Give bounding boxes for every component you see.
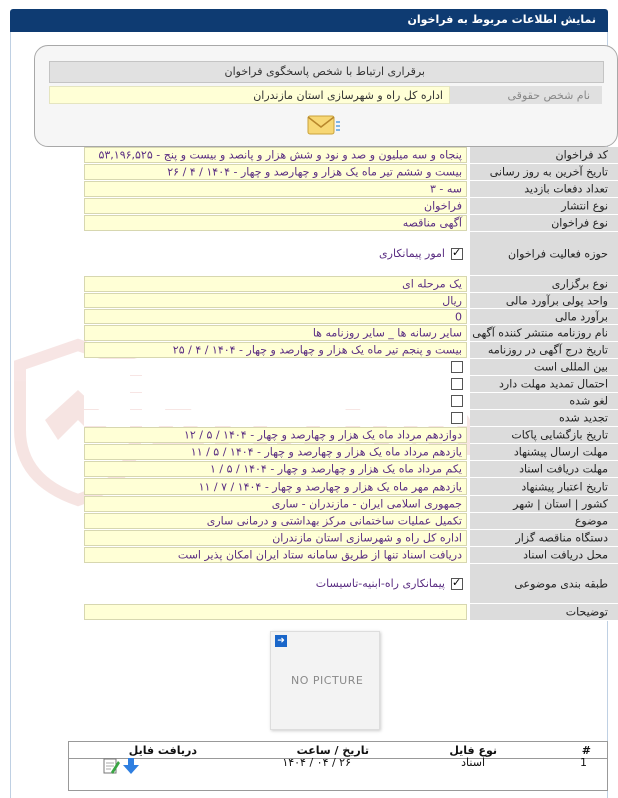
detail-row	[84, 427, 618, 444]
detail-label: حوزه فعالیت فراخوان	[470, 232, 618, 276]
detail-row	[84, 215, 618, 232]
detail-value: ۱۱ / ۷ / ۱۴۰۴ - یازدهم مهر ماه یک هزار و چهارصد و چهار	[84, 478, 467, 495]
detail-row	[84, 547, 618, 564]
detail-value: ۲۶ / ۴ / ۱۴۰۴ - بیست و ششم تیر ماه یک هزار و چهارصد و چهار	[84, 164, 467, 180]
detail-value: ۱۲ / ۵ / ۱۴۰۴ - دوازدهم مرداد ماه یک هزار و چهارصد و چهار	[84, 427, 467, 443]
detail-label: نوع برگزاری	[470, 276, 618, 293]
detail-label: بین المللی است	[470, 359, 618, 376]
col-date: تاریخ / ساعت	[296, 744, 369, 757]
window-title: نمایش اطلاعات مربوط به فراخوان	[407, 13, 596, 26]
detail-row	[84, 293, 618, 309]
detail-value: جمهوری اسلامی ایران - مازندران - ساری	[84, 496, 467, 512]
window-title-bar	[10, 9, 608, 32]
detail-label: کشور | استان | شهر	[470, 496, 618, 513]
detail-checkbox-field	[84, 410, 467, 426]
detail-label: کد فراخوان	[470, 147, 618, 164]
frame-border-left	[10, 32, 11, 798]
detail-checkbox-field	[84, 359, 467, 375]
detail-row	[84, 325, 618, 342]
detail-row	[84, 276, 618, 293]
detail-row	[84, 530, 618, 547]
detail-row	[84, 564, 618, 604]
checkbox-label: پیمانکاری راه-ابنیه-تاسیسات	[315, 577, 445, 590]
detail-row	[84, 410, 618, 427]
detail-row	[84, 513, 618, 530]
detail-row	[84, 232, 618, 276]
detail-checkbox-field	[84, 564, 467, 603]
detail-value: سایر رسانه ها _ سایر روزنامه ها	[84, 325, 467, 341]
detail-value: 0	[84, 309, 467, 324]
file-index: 1	[580, 756, 587, 769]
link-arrow-icon: ➜	[275, 635, 287, 647]
download-arrow-icon[interactable]	[121, 757, 141, 775]
detail-label: تعداد دفعات بازدید	[470, 181, 618, 198]
detail-row	[84, 444, 618, 461]
file-date: ۱۴۰۴ / ۰۴ / ۲۶	[282, 756, 351, 769]
col-download: دریافت فایل	[128, 744, 197, 757]
files-table	[68, 741, 608, 791]
detail-label: مهلت ارسال پیشنهاد	[470, 444, 618, 461]
detail-label: طبقه بندی موضوعی	[470, 564, 618, 604]
detail-value	[84, 604, 467, 620]
detail-label: احتمال تمدید مهلت دارد	[470, 376, 618, 393]
col-index: #	[581, 744, 591, 757]
detail-value: ۱۱ / ۵ / ۱۴۰۴ - یازدهم مرداد ماه یک هزار و چهارصد و چهار	[84, 444, 467, 460]
detail-label: تاریخ اعتبار پیشنهاد	[470, 478, 618, 496]
detail-value: تکمیل عملیات ساختمانی مرکز بهداشتی و درمانی ساری	[84, 513, 467, 529]
detail-checkbox-field	[84, 393, 467, 409]
contact-header: برقراری ارتباط با شخص پاسخگوی فراخوان	[49, 61, 604, 83]
checkbox[interactable]	[451, 361, 463, 373]
checkbox[interactable]	[451, 412, 463, 424]
detail-value: ریال	[84, 293, 467, 308]
detail-label: نام روزنامه منتشر کننده آگهی	[470, 325, 618, 342]
checkbox[interactable]	[451, 395, 463, 407]
detail-label: تاریخ بازگشایی پاکات	[470, 427, 618, 444]
detail-label: توضیحات	[470, 604, 618, 621]
detail-row	[84, 309, 618, 325]
detail-row	[84, 496, 618, 513]
detail-row	[84, 393, 618, 410]
detail-row	[84, 181, 618, 198]
detail-label: دستگاه مناقصه گزار	[470, 530, 618, 547]
detail-row	[84, 461, 618, 478]
detail-value: اداره کل راه و شهرسازی استان مازندران	[84, 530, 467, 546]
detail-value: ۲۵ / ۴ / ۱۴۰۴ - بیست و پنجم تیر ماه یک هزار و چهارصد و چهار	[84, 342, 467, 358]
detail-row	[84, 342, 618, 359]
contact-label: نام شخص حقوقی	[450, 86, 602, 104]
edit-document-icon[interactable]	[102, 757, 120, 775]
detail-row	[84, 604, 618, 621]
detail-value: ۱ / ۵ / ۱۴۰۴ - یکم مرداد ماه یک هزار و چهارصد و چهار	[84, 461, 467, 477]
detail-label: تاریخ درج آگهی در روزنامه	[470, 342, 618, 359]
file-type: اسناد	[461, 756, 485, 769]
detail-value: فراخوان	[84, 198, 467, 214]
detail-label: نوع انتشار	[470, 198, 618, 215]
detail-row	[84, 164, 618, 181]
checkbox-label: امور پیمانکاری	[379, 247, 445, 260]
detail-label: تاریخ آخرین به روز رسانی	[470, 164, 618, 181]
detail-value: ۵۳,۱۹۶,۵۲۵ - پنجاه و سه میلیون و صد و نود و شش هزار و پانصد و بیست و پنج	[84, 147, 467, 163]
detail-checkbox-field	[84, 232, 467, 275]
detail-label: برآورد مالی	[470, 309, 618, 325]
detail-label: تجدید شده	[470, 410, 618, 427]
detail-label: مهلت دریافت اسناد	[470, 461, 618, 478]
detail-row	[84, 147, 618, 164]
detail-label: محل دریافت اسناد	[470, 547, 618, 564]
detail-label: نوع فراخوان	[470, 215, 618, 232]
detail-value: یک مرحله ای	[84, 276, 467, 292]
detail-value: آگهی مناقصه	[84, 215, 467, 231]
detail-row	[84, 376, 618, 393]
mail-icon[interactable]	[307, 114, 341, 138]
col-type: نوع فایل	[449, 744, 497, 757]
detail-label: لغو شده	[470, 393, 618, 410]
detail-value: دریافت اسناد تنها از طریق سامانه ستاد ایران امکان پذیر است	[84, 547, 467, 563]
detail-row	[84, 359, 618, 376]
detail-label: واحد پولی برآورد مالی	[470, 293, 618, 309]
detail-row	[84, 478, 618, 496]
checkbox[interactable]	[451, 578, 463, 590]
checkbox[interactable]	[451, 248, 463, 260]
no-picture-image: ➜ NO PICTURE	[270, 631, 380, 730]
detail-value: ۳ - سه	[84, 181, 467, 197]
detail-checkbox-field	[84, 376, 467, 392]
detail-label: موضوع	[470, 513, 618, 530]
checkbox[interactable]	[451, 378, 463, 390]
contact-value: اداره کل راه و شهرسازی استان مازندران	[49, 86, 450, 104]
detail-row	[84, 198, 618, 215]
